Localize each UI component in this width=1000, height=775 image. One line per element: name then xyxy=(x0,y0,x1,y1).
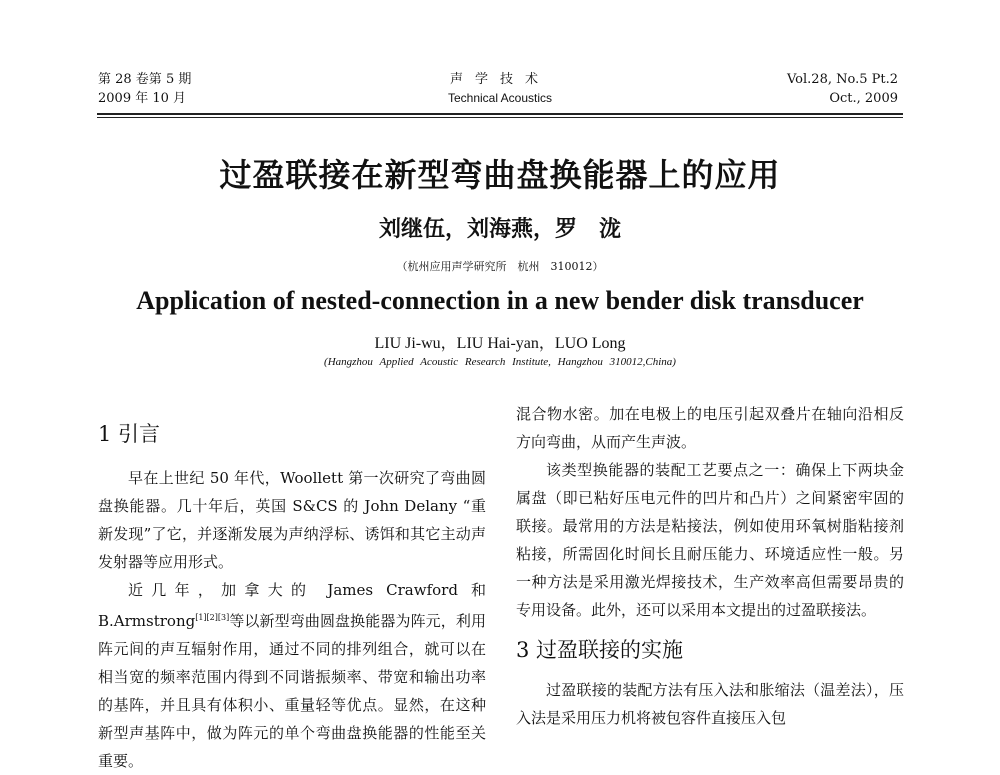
paragraph xyxy=(98,576,486,775)
citation-ref[interactable]: [1][2][3] xyxy=(195,613,230,622)
affiliation-en: (Hangzhou Applied Acoustic Research Institute, Hangzhou 310012,China) xyxy=(324,356,676,368)
date-en: Oct., 2009 xyxy=(829,91,898,106)
paragraph: 早在上世纪 50 年代，Woollett 第一次研究了弯曲圆盘换能器。几十年后，英国 S&CS 的 John Delany “重新发现”了它，并逐渐发展为声纳浮标、诱饵和其它主动声发射器等应用形式。 xyxy=(98,469,486,571)
journal-issue-info-en xyxy=(787,70,898,108)
paragraph-text: 近几年，加拿大的 James Crawford 和 B.Armstrong xyxy=(98,581,486,630)
volume-cn: 第 28 卷第 5 期 xyxy=(98,72,192,87)
affiliation-cn: （杭州应用声学研究所 杭州 310012） xyxy=(396,260,604,273)
right-column xyxy=(516,400,904,732)
header-rule xyxy=(97,113,903,118)
journal-name-en: Technical Acoustics xyxy=(447,91,553,105)
journal-name-cn: 声学技术 xyxy=(449,72,550,87)
section-heading-nested-connection: 3 过盈联接的实施 xyxy=(516,638,684,662)
date-cn: 2009 年 10 月 xyxy=(98,91,187,106)
paragraph-text: 等以新型弯曲圆盘换能器为阵元，利用阵元间的声互辐射作用，通过不同的排列组合，就可以在相当宽的频率范围内得到不同谐振频率、带宽和输出功率的基阵，并且具有体积小、重量轻等优点。显然，在这种新型声基阵中，做为阵元的单个弯曲盘换能器的性能至关重要。 xyxy=(98,612,486,770)
paragraph: 混合物水密。加在电极上的电压引起双叠片在轴向沿相反方向弯曲，从而产生声波。 xyxy=(516,405,904,451)
paper-title-cn: 过盈联接在新型弯曲盘换能器上的应用 xyxy=(219,156,781,194)
paragraph: 过盈联接的装配方法有压入法和胀缩法（温差法），压入法是采用压力机将被包容件直接压入包 xyxy=(516,681,904,727)
left-column xyxy=(98,400,486,775)
authors-cn: 刘继伍，刘海燕，罗 泷 xyxy=(378,216,621,242)
section-heading-introduction: 1 引言 xyxy=(98,422,161,446)
volume-en: Vol.28, No.5 Pt.2 xyxy=(786,72,898,87)
paragraph: 该类型换能器的装配工艺要点之一：确保上下两块金属盘（即已粘好压电元件的凹片和凸片）之间紧密牢固的联接。最常用的方法是粘接法，例如使用环氧树脂粘接剂粘接，所需固化时间长且耐压能力、环境适应性一般。另一种方法是采用激光焊接技术，生产效率高但需要昂贵的专用设备。此外，还可以采用本文提出的过盈联接法。 xyxy=(516,461,904,619)
authors-en: LIU Ji-wu，LIU Hai-yan，LUO Long xyxy=(374,335,626,352)
paper-title-en: Application of nested-connection in a new bender disk transducer xyxy=(136,286,864,315)
